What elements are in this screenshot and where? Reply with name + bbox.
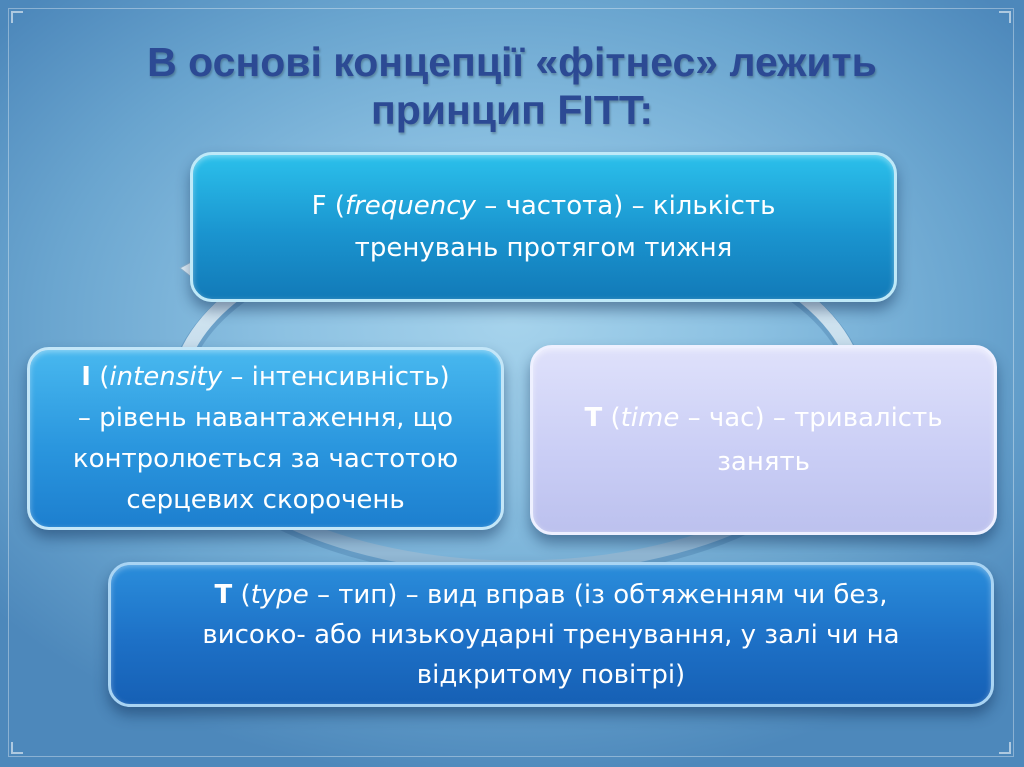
- intensity-text-1: – інтенсивність): [222, 361, 450, 392]
- intensity-term: intensity: [109, 361, 223, 392]
- type-term: type: [250, 579, 309, 610]
- type-text-3: відкритому повітрі): [416, 659, 686, 690]
- frequency-text-2: тренувань протягом тижня: [354, 233, 733, 263]
- frequency-letter: F: [311, 191, 327, 221]
- slide-title-line: В основі концепції «фітнес» лежить: [147, 39, 877, 85]
- type-box: T (type – тип) – вид вправ (із обтяженням чи без, високо- або низькоударні тренування, у залі чи на відкритому повітрі): [108, 562, 994, 707]
- time-letter: T: [584, 403, 603, 433]
- intensity-text-3: контролюється за частотою: [72, 443, 459, 474]
- intensity-box: I (intensity – інтенсивність) – рівень навантаження, що контролюється за частотою серцевих скорочень: [27, 347, 504, 530]
- frequency-term: frequency: [344, 191, 476, 221]
- type-text-2: високо- або низькоударні тренування, у залі чи на: [202, 619, 900, 650]
- time-text-1: – час) – тривалість: [679, 403, 943, 433]
- slide-title-line: принцип FITT:: [371, 87, 653, 133]
- type-text-1: – тип) – вид вправ (із обтяженням чи без,: [308, 579, 888, 610]
- time-term: time: [620, 403, 680, 433]
- intensity-text-4: серцевих скорочень: [126, 484, 405, 515]
- time-text-2: занять: [717, 447, 810, 477]
- frequency-text-1: – частота) – кількість: [475, 191, 776, 221]
- time-box: T (time – час) – тривалість занять: [530, 345, 997, 535]
- intensity-text-2: – рівень навантаження, що: [77, 402, 454, 433]
- intensity-letter: I: [81, 361, 91, 392]
- type-letter: T: [214, 579, 233, 610]
- frequency-box: F (frequency – частота) – кількість тренувань протягом тижня: [190, 152, 897, 302]
